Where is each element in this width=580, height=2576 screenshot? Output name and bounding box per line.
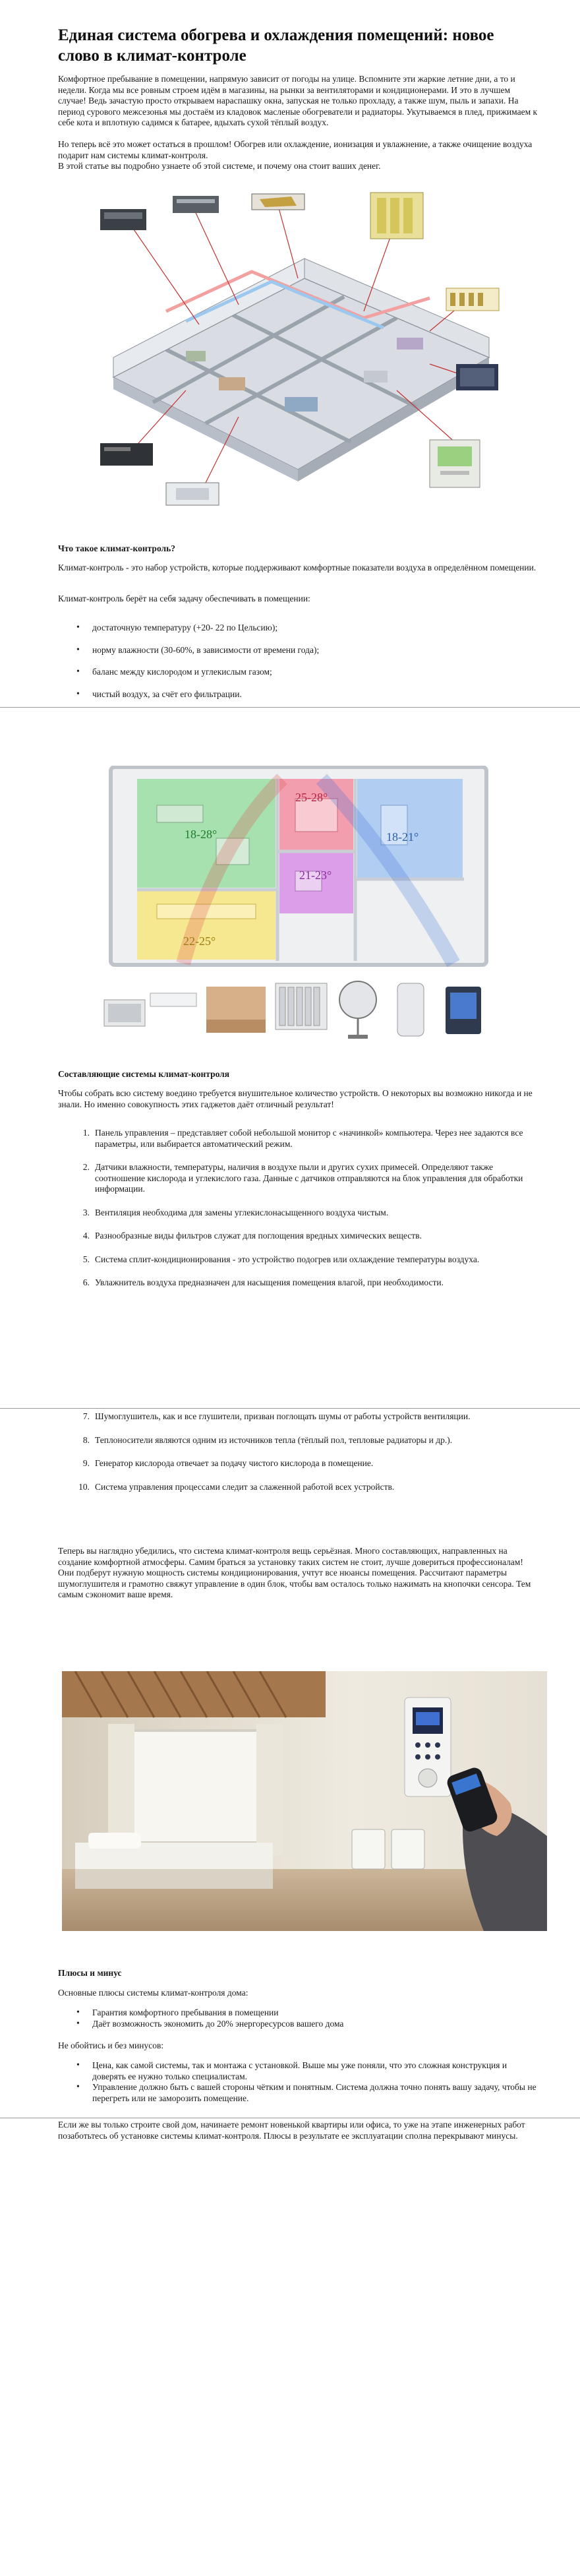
parts-intro: Чтобы собрать всю систему воедино требуется внушительное количество устройств. О некоторых вы возможно никогда и не знали. Но именно совокупность этих гаджетов даёт отличный результат! xyxy=(58,1088,533,1109)
what-paragraph-1: Климат-контроль - это набор устройств, которые поддерживают комфортные показатели воздуха в определённом помещении. xyxy=(58,563,536,572)
pros-list xyxy=(58,2008,538,2029)
page-2 xyxy=(0,708,580,1408)
intro-paragraph-2: Но теперь всё это может остаться в прошлом! Обогрев или охлаждение, ионизация и увлажнение, а также очищение воздуха подарит нам системы климат-контроля. xyxy=(58,139,533,160)
cons-intro: Не обойтись и без минусов: xyxy=(58,2040,164,2050)
article-title: Единая система обогрева и охлаждения помещений: новое слово в климат-контроле xyxy=(58,26,494,65)
bedroom-temp: 25-28° xyxy=(295,791,328,804)
pros-heading: Плюсы и минус xyxy=(58,1968,122,1978)
parts-outro: Теперь вы наглядно убедились, что система климат-контроля вещь серьёзная. Много составляющих, направленных на создание комфортной атмосферы. Самим браться за установку таких систем не стоит, лучше довериться профессионалам! Они подберут нужную мощность системы кондиционирования, учтут все нюансы помещения. Рассчитают параметры шумоглушителя и грамотно свяжут управление в один блок, чтобы вам осталось только нажимать на кнопочки сенсора. Тем самым сэкономит ваше время. xyxy=(58,1546,531,1599)
list-item: 3. Вентиляция необходима для замены углекислонасыщенного воздуха чистым. xyxy=(82,1207,389,1217)
list-item: • баланс между кислородом и углекислым газом; xyxy=(58,667,538,678)
parts-heading: Составляющие системы климат-контроля xyxy=(58,1069,230,1079)
list-item: • Цена, как самой системы, так и монтажа с установкой. Выше мы уже поняли, что это сложная конструкция и доверять ее нужно только специалистам. xyxy=(58,2060,538,2082)
pros-intro: Основные плюсы системы климат-контроля дома: xyxy=(58,1988,248,1998)
list-item: • Гарантия комфортного пребывания в помещении xyxy=(58,2008,538,2019)
kids-room-zone xyxy=(357,779,463,878)
kids-room-temp: 18-21° xyxy=(386,830,419,843)
kitchen-temp: 22-25° xyxy=(183,935,216,948)
list-item: • Даёт возможность экономить до 20% энергоресурсов вашего дома xyxy=(58,2019,538,2030)
list-item: 6. Увлажнитель воздуха предназначен для насыщения помещения влагой, при необходимости. xyxy=(82,1277,444,1287)
hvac-system-illustration xyxy=(87,179,509,509)
list-item: 7. Шумоглушитель, как и все глушители, призван поглощать шумы от работы устройств вентиляции. xyxy=(82,1411,471,1421)
list-item: 5. Система сплит-кондиционирования - это устройство подогрев или охлаждение температуры воздуха. xyxy=(82,1254,480,1264)
page-4 xyxy=(0,2118,580,2576)
list-item: 2. Датчики влажности, температуры, наличия в воздухе пыли и других сухих примесей. Определяют также соотношение кислорода и углекислого газа. Данные с датчиков отправляются на блок управления для обработки информации. xyxy=(82,1162,523,1194)
cons-list xyxy=(58,2060,538,2104)
list-item: 1. Панель управления – представляет собой небольшой монитор с «начинкой» компьютера. Через нее задаются все параметры, или выбирается автоматический режим. xyxy=(82,1128,523,1149)
conclusion-paragraph: Если же вы только строите свой дом, начинаете ремонт новенькой квартиры или офиса, то уже на этапе инженерных работ позаботьтесь об установке системы климат-контроля. Плюсы в результате ее эксплуатации сполна перекрывают минусы. xyxy=(58,2120,525,2141)
what-heading: Что такое климат-контроль? xyxy=(58,543,175,553)
page-3-continued xyxy=(0,2060,580,2108)
provides-list xyxy=(58,623,538,700)
list-item: 4. Разнообразные виды фильтров служат для поглощения вредных химических веществ. xyxy=(82,1231,422,1241)
list-item: • норму влажности (30-60%, в зависимости от времени года); xyxy=(58,645,538,656)
bedroom-climate-control-photo xyxy=(62,1671,547,1931)
intro-paragraph-3: В этой статье вы подробно узнаете об этой системе, и почему она стоит ваших денег. xyxy=(58,161,381,171)
parts-list-b xyxy=(58,1411,538,1492)
bathroom-temp: 21-23° xyxy=(299,869,332,882)
room-temperature-plan-image xyxy=(84,766,513,1051)
list-item: 9. Генератор кислорода отвечает за подачу чистого кислорода в помещение. xyxy=(82,1458,374,1468)
list-item: • достаточную температуру (+20- 22 по Цельсию); xyxy=(58,623,538,634)
parts-list-a xyxy=(58,1128,538,1289)
list-item: 8. Теплоносители являются одним из источников тепла (тёплый пол, тепловые радиаторы и др.). xyxy=(82,1434,453,1445)
page-1 xyxy=(0,0,580,707)
list-item: • чистый воздух, за счёт его фильтрации. xyxy=(58,689,538,700)
list-item: • Управление должно быть с вашей стороны чётким и понятным. Система должна точно понять вашу задачу, чтобы не перегреть или не заморозить помещение. xyxy=(58,2082,538,2104)
list-item: 10. Система управления процессами следит за слаженной работой всех устройств. xyxy=(78,1481,395,1492)
living-room-temp: 18-28° xyxy=(185,828,218,841)
page-3 xyxy=(0,1409,580,2099)
intro-paragraph-1: Комфортное пребывание в помещении, напрямую зависит от погоды на улице. Вспомните эти жаркие летние дни, а то и недели. Когда мы все ровным строем идём в магазины, на рынки за вентиляторами и кондиционерами. И это в лучшем случае! Ведь зачастую просто открываем нараспашку окна, запуская не только прохладу, а также шум, пыль и запахи. На период сурового межсезонья мы достаём из кладовок масленые обогреватели и радиаторы. Укутываемся в плед, прижимаем к себе кота и вплотную садимся к батарее, вдыхать сухой тёплый воздух. xyxy=(58,74,538,127)
what-paragraph-2: Климат-контроль берёт на себя задачу обеспечивать в помещении: xyxy=(58,594,310,603)
